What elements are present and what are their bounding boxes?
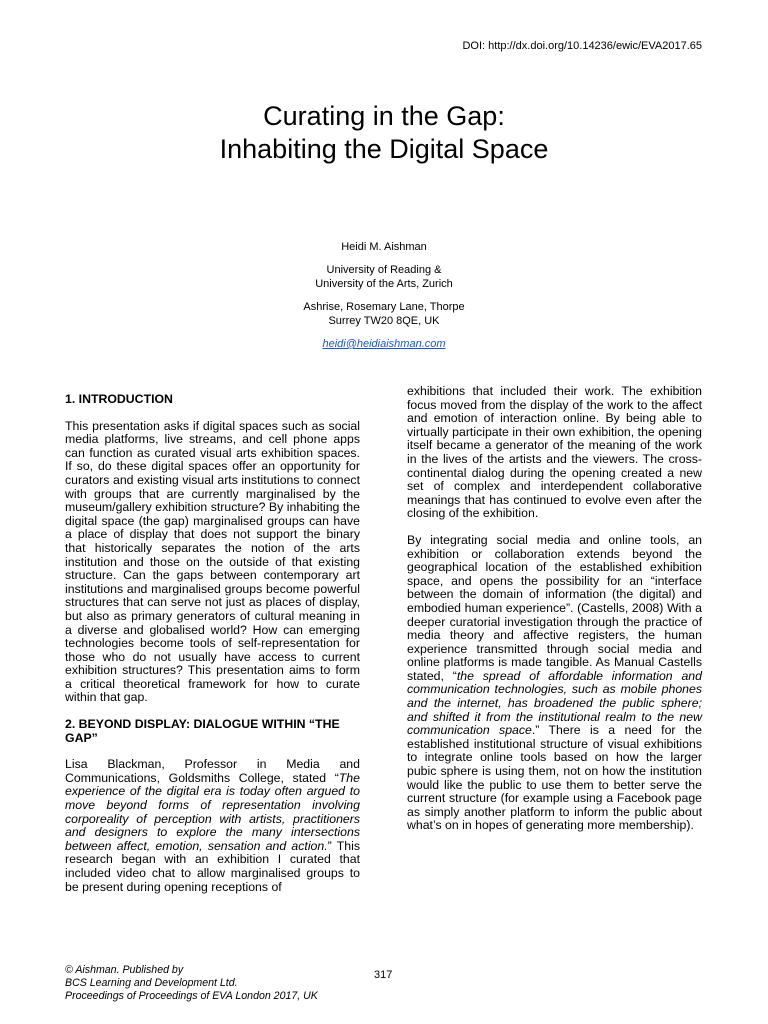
right-paragraph-2: By integrating social media and online tools, an exhibition or collaboration extends beyond the geographical location of the established exhibition space, and opens the possibility for an “interface between the domain of information (the digital) and embodied human experience”. (Castells, 2008) With a deeper curatorial investigation through the practice of media theory and affective registers, the human experience transmitted through social media and online platforms is made tangible. As Manual Castells stated, “the spread of affordable information and communication technologies, such as mobile phones and the internet, has broadened the public sphere; and shifted it from the institutional realm to the new communication space.” There is a need for the established institutional structure of visual exhibitions to integrate online tools based on how the larger pubic sphere is using them, not on how the institution would like the public to use them to better serve the current structure (for example using a Facebook page as simply another platform to inform the public about what’s on in hopes of generating more membership). [407, 532, 702, 833]
paper-title [0, 100, 768, 166]
affiliation-line-1: University of Reading & [326, 264, 442, 276]
affiliation-line-2: University of the Arts, Zurich [315, 278, 453, 290]
footer-line-2: BCS Learning and Development Ltd. [65, 977, 238, 989]
title-line-2: Inhabiting the Digital Space [219, 134, 549, 164]
author-email-link[interactable]: heidi@heidiaishman.com [322, 338, 446, 350]
section-1-paragraph: This presentation asks if digital spaces such as social media platforms, live streams, and cell phone apps can function as curated visual arts exhibition spaces. If so, do these digital spaces offer an opportunity for curators and existing visual arts institutions to connect with groups that are currently marginalised by the museum/gallery exhibition structure? By inhabiting the digital space (the gap) marginalised groups can have a place of display that does not support the binary that historically separates the notion of the arts institution and those on the outside of that existing structure. Can the gaps between contemporary art institutions and marginalised groups become powerful structures that can serve not just as places of display, but also as primary generators of cultural meaning in a diverse and globalised world? How can emerging technologies become tools of self-representation for those who do not usually have access to current exhibition structures? This presentation aims to form a critical theoretical framework for how to curate within that gap. [65, 418, 360, 705]
section-2-heading: 2. BEYOND DISPLAY: DIALOGUE WITHIN “THE GAP” [65, 717, 340, 745]
right-paragraph-1: exhibitions that included their work. The exhibition focus moved from the display of the work to the affect and emotion of interaction online. By being able to virtually participate in their own exhibition, the opening itself became a generator of the meaning of the work in the lives of the artists and the viewers. The cross-continental dialog during the opening created a new set of complex and interdependent collaborative meanings that has continued to evolve even after the closing of the exhibition. [407, 384, 702, 521]
blackman-quote: The experience of the digital era is today often argued to move beyond forms of representation involving corporeality of perception with artists, practitioners and designers to explore the many intersections between affect, emotion, sensation and action. [65, 770, 360, 853]
footer-line-1: © Aishman. Published by [65, 964, 184, 976]
left-column [65, 393, 360, 907]
footer-copyright [65, 964, 318, 1003]
address-line-1: Ashrise, Rosemary Lane, Thorpe [303, 301, 465, 313]
right-column [407, 384, 702, 846]
title-line-1: Curating in the Gap: [263, 101, 505, 131]
address-line-2: Surrey TW20 8QE, UK [328, 315, 440, 327]
castells-quote: the spread of affordable information and communication technologies, such as mobile phones and the internet, has broadened the public sphere; and shifted it from the institutional realm to the new communication space [407, 668, 702, 738]
author-name: Heidi M. Aishman [341, 241, 427, 253]
section-1-heading: 1. INTRODUCTION [65, 392, 173, 406]
page-number: 317 [374, 969, 393, 981]
footer-line-3: Proceedings of Proceedings of EVA London 2017, UK [65, 990, 318, 1002]
doi-header: DOI: http://dx.doi.org/10.14236/ewic/EVA2017.65 [462, 40, 702, 52]
section-2-paragraph: Lisa Blackman, Professor in Media and Communications, Goldsmiths College, stated “The experience of the digital era is today often argued to move beyond forms of representation involving corporeality of perception with artists, practitioners and designers to explore the many intersections between affect, emotion, sensation and action.” This research began with an exhibition I curated that included video chat to allow marginalised groups to be present during opening receptions of [65, 757, 360, 894]
author-block [0, 240, 768, 351]
